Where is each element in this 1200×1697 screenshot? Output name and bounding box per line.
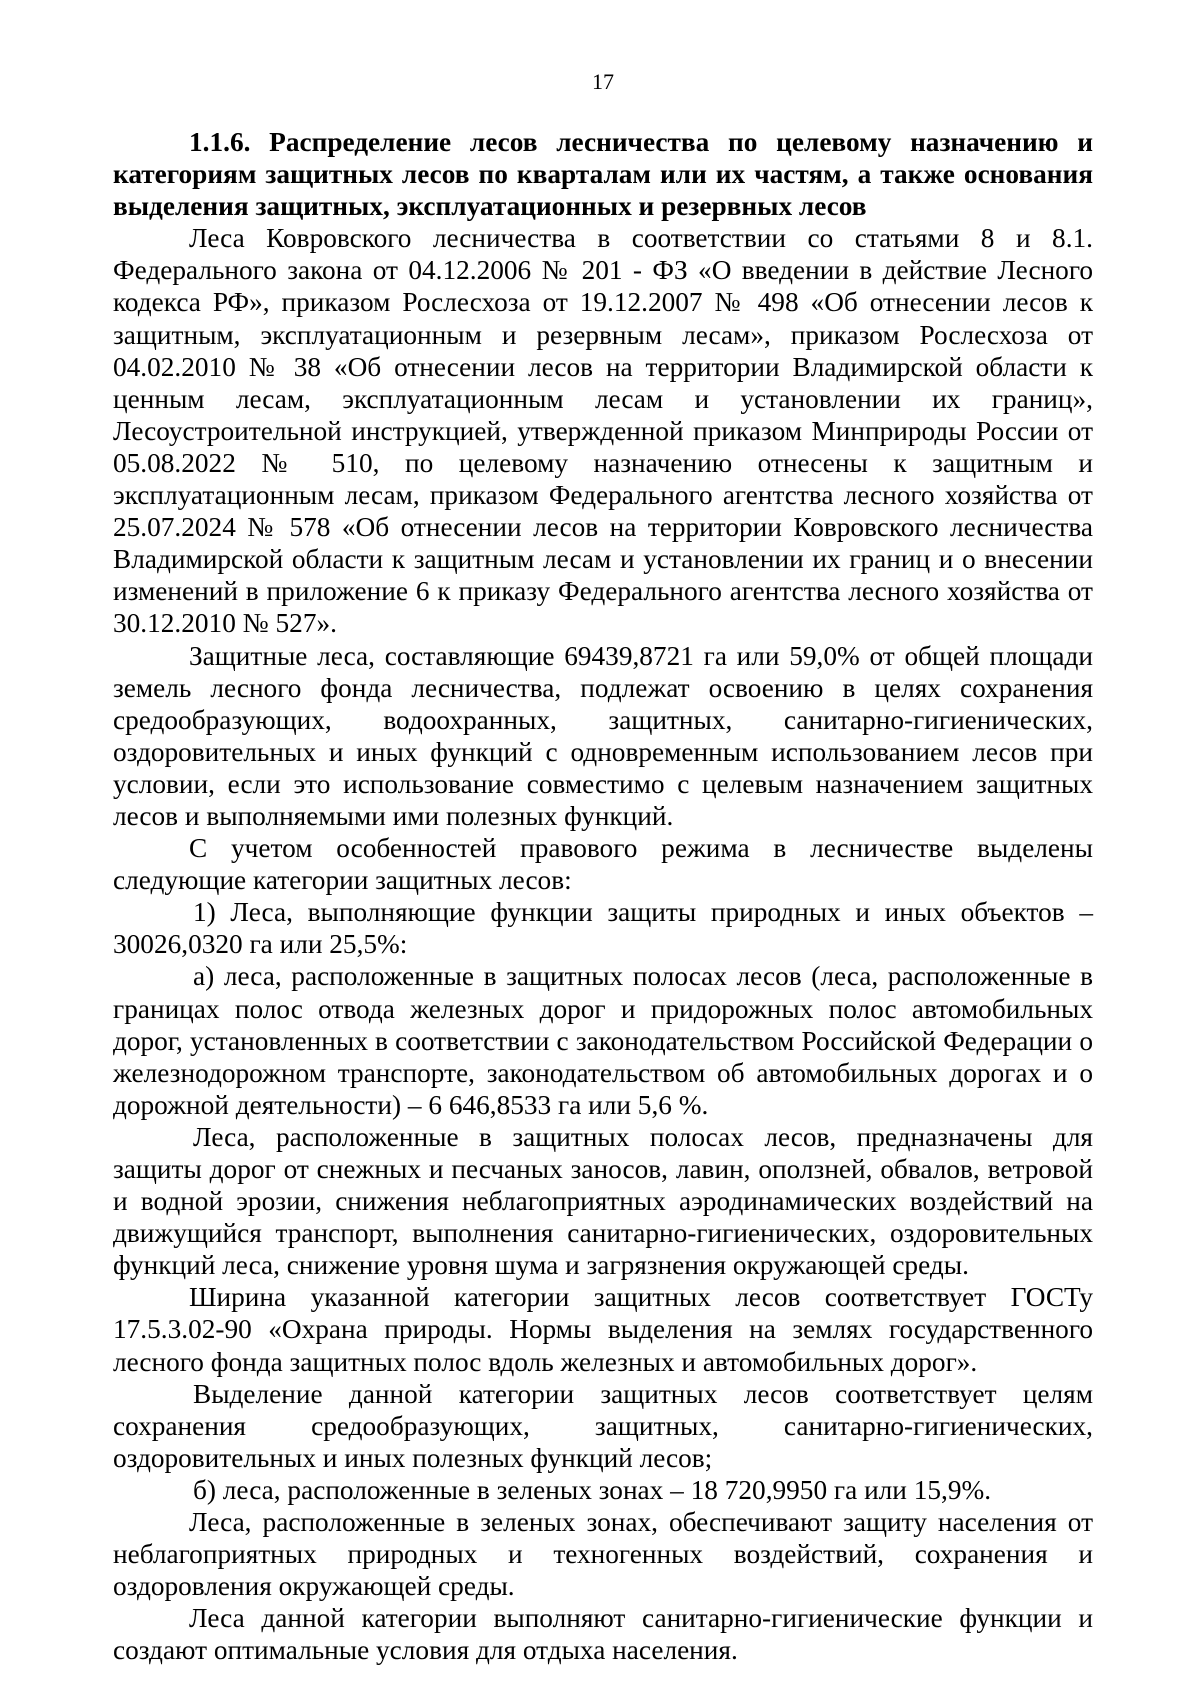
document-page [113,70,1093,1667]
paragraph-gost-width: Ширина указанной категории защитных лесов соответствует ГОСТу 17.5.3.02-90 «Охрана природы. Нормы выделения на землях государственного лесного фонда защитных полос вдоль железных и автомобильных дорог». [113,1282,1093,1377]
paragraph-legal-basis: Леса Ковровского лесничества в соответствии со статьями 8 и 8.1. Федерального закона от 04.12.2006 № 201 - ФЗ «О введении в действие Лесного кодекса РФ», приказом Рослесхоза от 19.12.2007 № 498 «Об отнесении лесов к защитным, эксплуатационным и резервным лесам», приказом Рослесхоза от 04.02.2010 № 38 «Об отнесении лесов на территории Владимирской области к ценным лесам, эксплуатационным лесам и установлении их границ», Лесоустроительной инструкцией, утвержденной приказом Минприроды России от 05.08.2022 № 510, по целевому назначению отнесены к защитным и эксплуатационным лесам, приказом Федерального агентства лесного хозяйства от 25.07.2024 № 578 «Об отнесении лесов на территории Ковровского лесничества Владимирской области к защитным лесам и установлении их границ и о внесении изменений в приложение 6 к приказу Федерального агентства лесного хозяйства от 30.12.2010 № 527». [113,223,1093,639]
paragraph-categories-intro: С учетом особенностей правового режима в лесничестве выделены следующие категории защитных лесов: [113,833,1093,896]
list-item-category-1: 1) Леса, выполняющие функции защиты природных и иных объектов – 30026,0320 га или 25,5%: [113,897,1093,960]
section-heading: 1.1.6. Распределение лесов лесничества по целевому назначению и категориям защитных лесов по кварталам или их частям, а также основания выделения защитных, эксплуатационных и резервных лесов [113,127,1093,222]
list-item-subcategory-b: б) леса, расположенные в зеленых зонах – 18 720,9950 га или 15,9%. [193,1474,992,1505]
page-number: 17 [592,69,614,94]
paragraph-protective-strips-purpose: Леса, расположенные в защитных полосах лесов, предназначены для защиты дорог от снежных и песчаных заносов, лавин, оползней, обвалов, ветровой и водной эрозии, снижения неблагоприятных аэродинамических воздействий на движущийся транспорт, выполнения санитарно-гигиенических, оздоровительных функций леса, снижение уровня шума и загрязнения окружающей среды. [113,1121,1093,1281]
paragraph-green-zones: Леса, расположенные в зеленых зонах, обеспечивают защиту населения от неблагоприятных природных и техногенных воздействий, сохранения и оздоровления окружающей среды. [113,1507,1093,1602]
list-item-subcategory-a: а) леса, расположенные в защитных полосах лесов (леса, расположенные в границах полос отвода железных дорог и придорожных полос автомобильных дорог, установленных в соответствии с законодательством Российской Федерации о железнодорожном транспорте, законодательством об автомобильных дорогах и о дорожной деятельности) – 6 646,8533 га или 5,6 %. [113,961,1093,1120]
paragraph-category-goals: Выделение данной категории защитных лесов соответствует целям сохранения средообразующих, защитных, санитарно-гигиенических, оздоровительных и иных полезных функций лесов; [113,1378,1093,1473]
paragraph-protective-forests: Защитные леса, составляющие 69439,8721 га или 59,0% от общей площади земель лесного фонда лесничества, подлежат освоению в целях сохранения средообразующих, водоохранных, защитных, санитарно-гигиенических, оздоровительных и иных функций с одновременным использованием лесов при условии, если это использование совместимо с целевым назначением защитных лесов и выполняемыми ими полезных функций. [113,640,1093,831]
paragraph-sanitary-functions: Леса данной категории выполняют санитарно-гигиенические функции и создают оптимальные условия для отдыха населения. [113,1603,1093,1666]
